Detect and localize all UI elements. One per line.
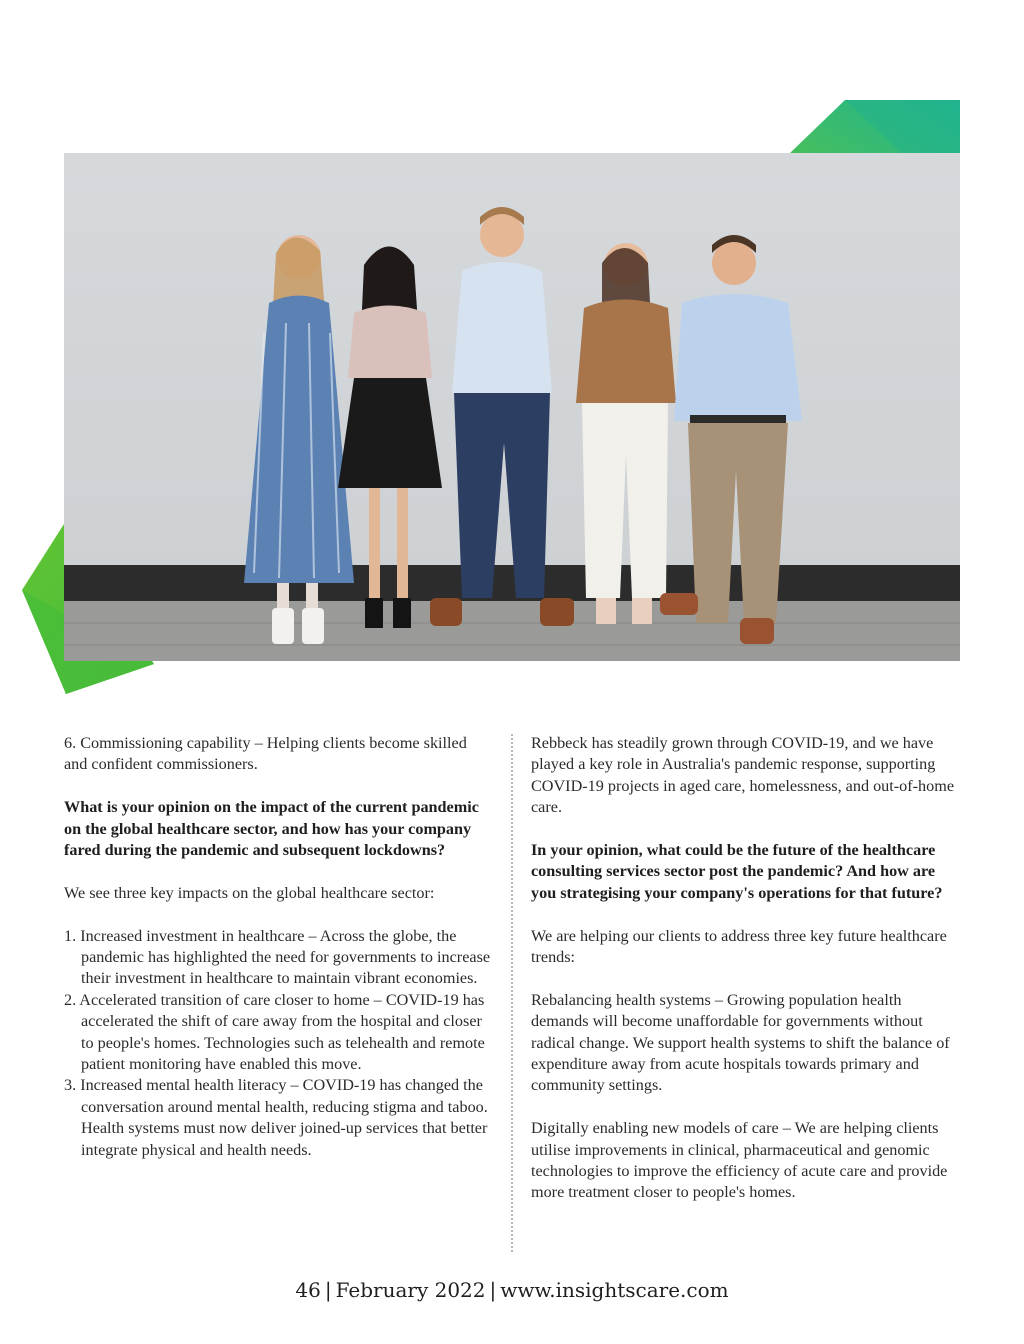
left-column [64, 733, 492, 1161]
column-divider [511, 734, 513, 1252]
commissioning-capability-item: 6. Commissioning capability – Helping clients become skilled and confident commissioners. [64, 734, 467, 774]
team-photo [64, 153, 960, 661]
right-column [531, 733, 963, 1225]
page-footer [0, 1278, 1024, 1302]
impacts-intro: We see three key impacts on the global healthcare sector: [64, 883, 435, 902]
issue-date: February 2022 [335, 1278, 486, 1302]
rebalancing-health-systems-paragraph: Rebalancing health systems – Growing population health demands will become unaffordable for governments without radical change. We support health systems to shift the balance of expenditure away from acute hospitals towards primary and community settings. [531, 990, 950, 1095]
future-trends-intro: We are helping our clients to address three key future healthcare trends: [531, 926, 947, 967]
page-number: 46 [295, 1278, 321, 1302]
impacts-list [64, 926, 492, 1161]
impact-item-3: 3. Increased mental health literacy – COVID-19 has changed the conversation around mental health, reducing stigma and taboo. Health systems must now deliver joined-up services that better integrate physical and health needs. [64, 1076, 488, 1159]
footer-separator: | [489, 1278, 497, 1302]
website-link[interactable]: www.insightscare.com [500, 1278, 729, 1302]
impact-item-2: 2. Accelerated transition of care closer to home – COVID-19 has accelerated the shift of care away from the hospital and closer to people's homes. Technologies such as telehealth and remote patient monitoring have enabled this move. [64, 990, 485, 1074]
impact-item-1: 1. Increased investment in healthcare – Across the globe, the pandemic has highlighted the need for governments to increase their investment in healthcare to maintain vibrant economies. [64, 926, 491, 988]
question-pandemic-impact: What is your opinion on the impact of the current pandemic on the global healthcare sector, and how has your company fared during the pandemic and subsequent lockdowns? [64, 798, 479, 860]
digitally-enabling-paragraph: Digitally enabling new models of care – We are helping clients utilise improvements in clinical, pharmaceutical and genomic technologies to improve the efficiency of acute care and provide more treatment closer to people's homes. [531, 1119, 948, 1202]
footer-separator: | [324, 1278, 332, 1302]
question-future-sector: In your opinion, what could be the future of the healthcare consulting services sector post the pandemic? And how are you strategising your company's operations for that future? [531, 841, 943, 902]
rebbeck-growth-paragraph: Rebbeck has steadily grown through COVID-19, and we have played a key role in Australia's pandemic response, supporting COVID-19 projects in aged care, homelessness, and out-of-home care. [531, 734, 955, 817]
